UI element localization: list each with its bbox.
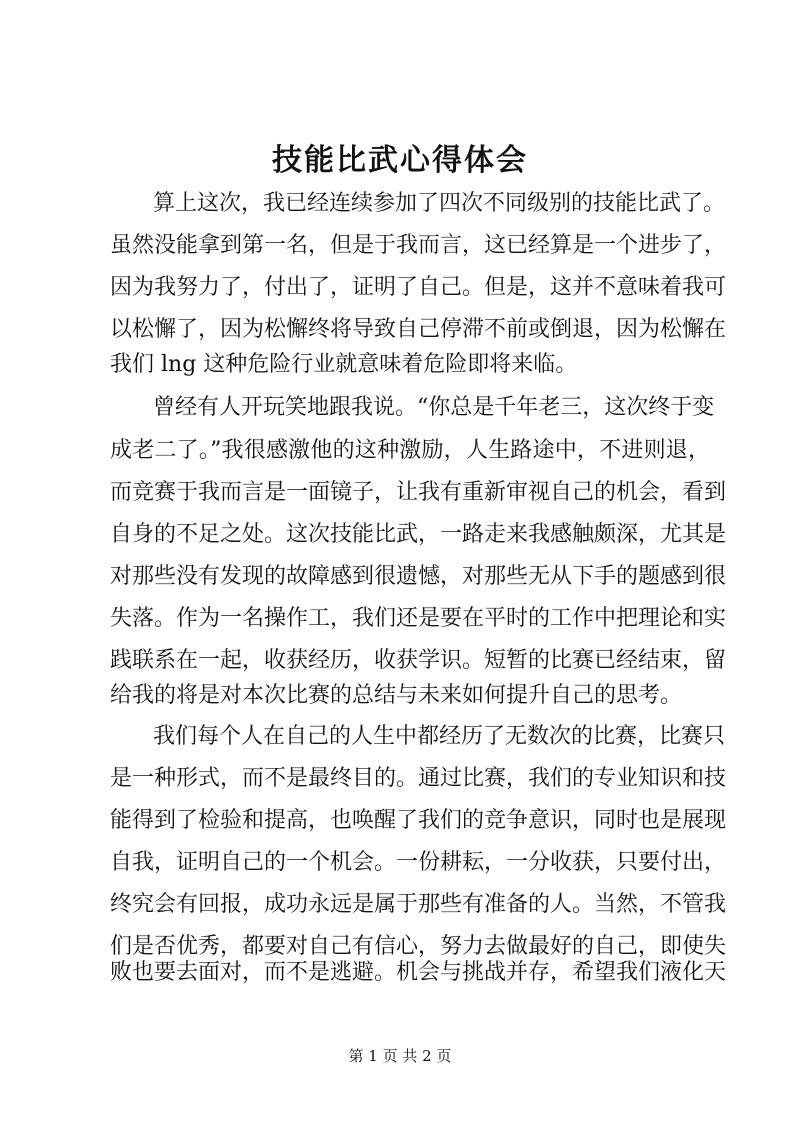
text-line: 成老二了。”我很感激他的这种激励，人生路途中，不进则退，	[110, 438, 710, 463]
text-line: 能得到了检验和提高，也唤醒了我们的竞争意识，同时也是展现	[110, 808, 727, 833]
text-line: 而竞赛于我而言是一面镜子，让我有重新审视自己的机会，看到	[110, 480, 727, 505]
text-line: 对那些没有发现的故障感到很遗憾，对那些无从下手的题感到很	[110, 564, 727, 589]
text-line: 算上这次，我已经连续参加了四次不同级别的技能比武了。	[153, 191, 726, 216]
text-line: 终究会有回报，成功永远是属于那些有准备的人。当然，不管我	[110, 892, 727, 917]
text-line: 因为我努力了，付出了，证明了自己。但是，这并不意味着我可	[110, 275, 727, 300]
text-line: 我们每个人在自己的人生中都经历了无数次的比赛，比赛只	[153, 724, 726, 749]
text-line: 自身的不足之处。这次技能比武，一路走来我感触颇深，尤其是	[110, 522, 727, 547]
text-line: 是一种形式，而不是最终目的。通过比赛，我们的专业知识和技	[110, 766, 727, 791]
text-line: 自我，证明自己的一个机会。一份耕耘，一分收获，只要付出，	[110, 850, 727, 875]
text-line: 曾经有人开玩笑地跟我说。“你总是千年老三，这次终于变	[153, 395, 715, 420]
text-line: 以松懈了，因为松懈终将导致自己停滞不前或倒退，因为松懈在	[110, 317, 727, 342]
text-line: 我们 lng 这种危险行业就意味着危险即将来临。	[110, 352, 578, 377]
text-line: 们是否优秀，都要对自己有信心，努力去做最好的自己，即使失	[110, 934, 727, 959]
page-footer: 第 1 页 共 2 页	[348, 1047, 452, 1065]
text-line: 虽然没能拿到第一名，但是于我而言，这已经算是一个进步了，	[110, 233, 727, 258]
text-line: 败也要去面对，而不是逃避。机会与挑战并存，希望我们液化天	[110, 960, 727, 985]
text-line: 践联系在一起，收获经历，收获学识。短暂的比赛已经结束，留	[110, 648, 727, 673]
text-line: 给我的将是对本次比赛的总结与未来如何提升自己的思考。	[110, 683, 683, 708]
text-line: 失落。作为一名操作工，我们还是要在平时的工作中把理论和实	[110, 606, 727, 631]
document-title: 技能比武心得体会	[272, 143, 528, 178]
